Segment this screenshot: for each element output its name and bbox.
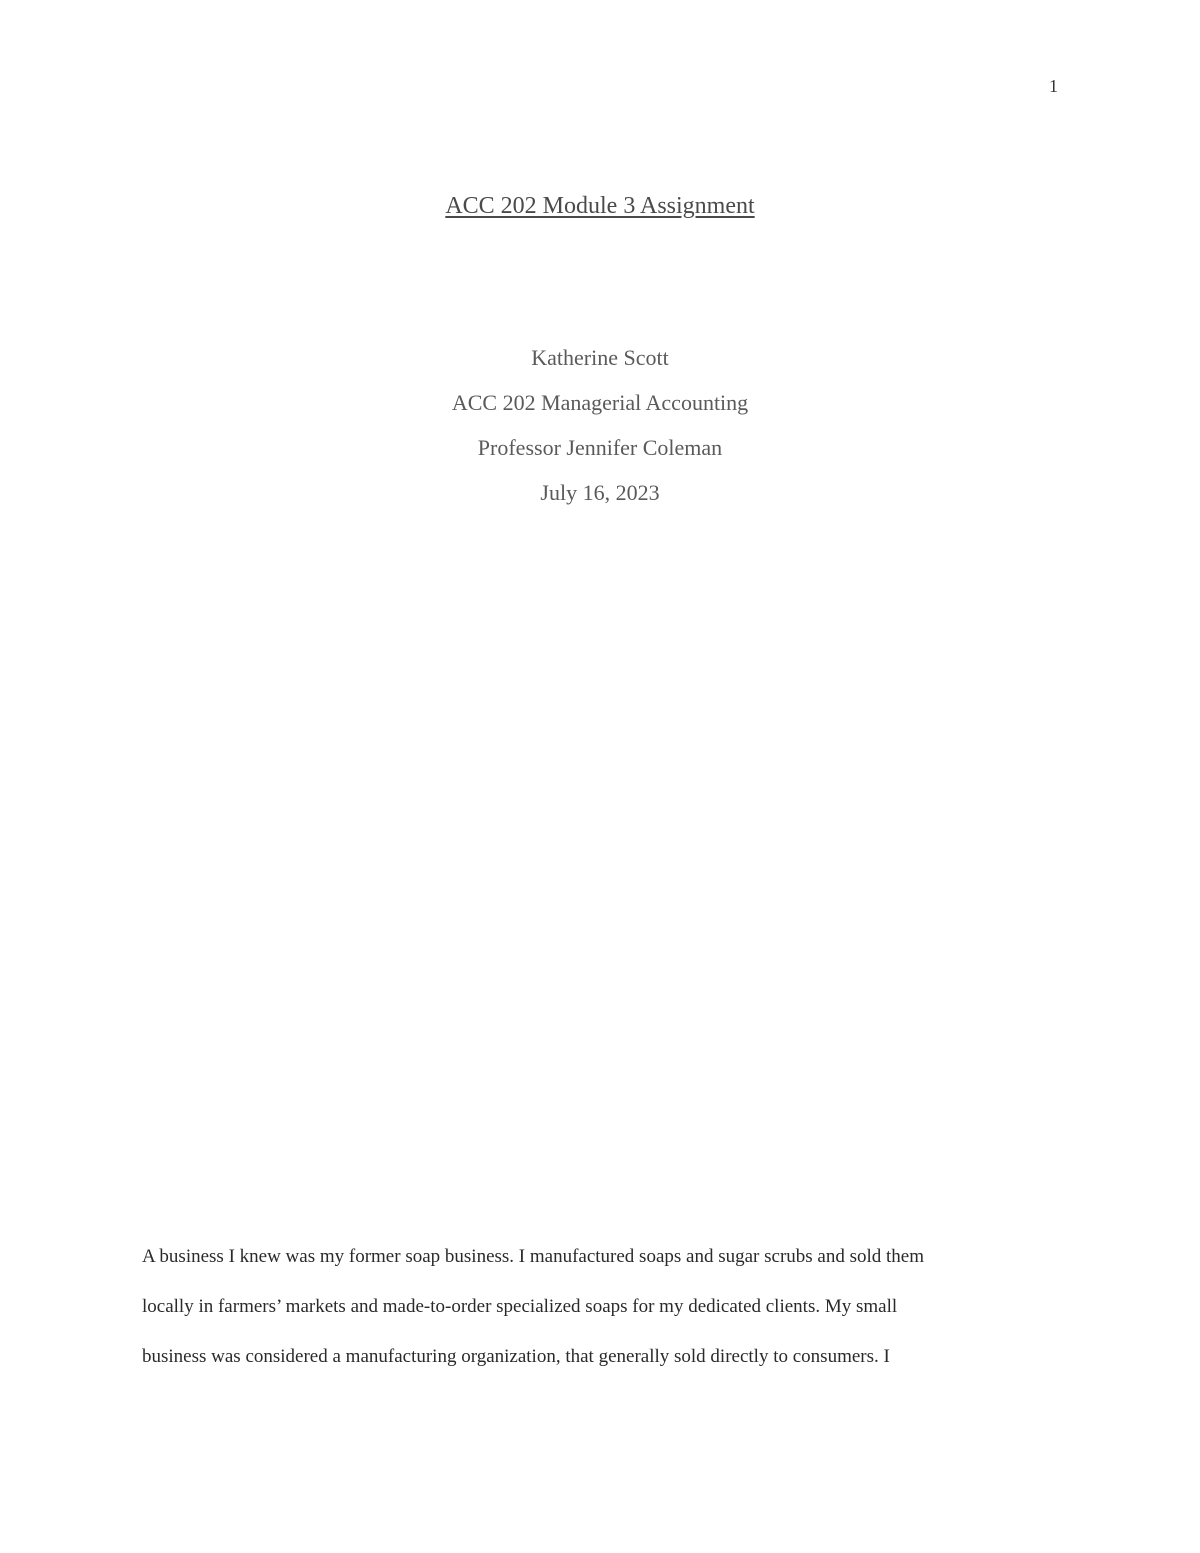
page-number: 1 — [1049, 76, 1058, 96]
body-line: locally in farmers’ markets and made-to-order specialized soaps for my dedicated clients. My small — [142, 1296, 898, 1317]
course-name: ACC 202 Managerial Accounting — [451, 390, 749, 415]
document-title: ACC 202 Module 3 Assignment — [445, 193, 755, 219]
author-name: Katherine Scott — [531, 345, 669, 370]
body-paragraph — [142, 1240, 1058, 1390]
professor-name: Professor Jennifer Coleman — [477, 435, 723, 460]
submission-date: July 16, 2023 — [540, 480, 660, 505]
body-line: A business I knew was my former soap business. I manufactured soaps and sugar scrubs and sold them — [142, 1246, 925, 1267]
title-block — [0, 343, 1200, 523]
body-line: business was considered a manufacturing organization, that generally sold directly to consumers. I — [142, 1346, 890, 1367]
